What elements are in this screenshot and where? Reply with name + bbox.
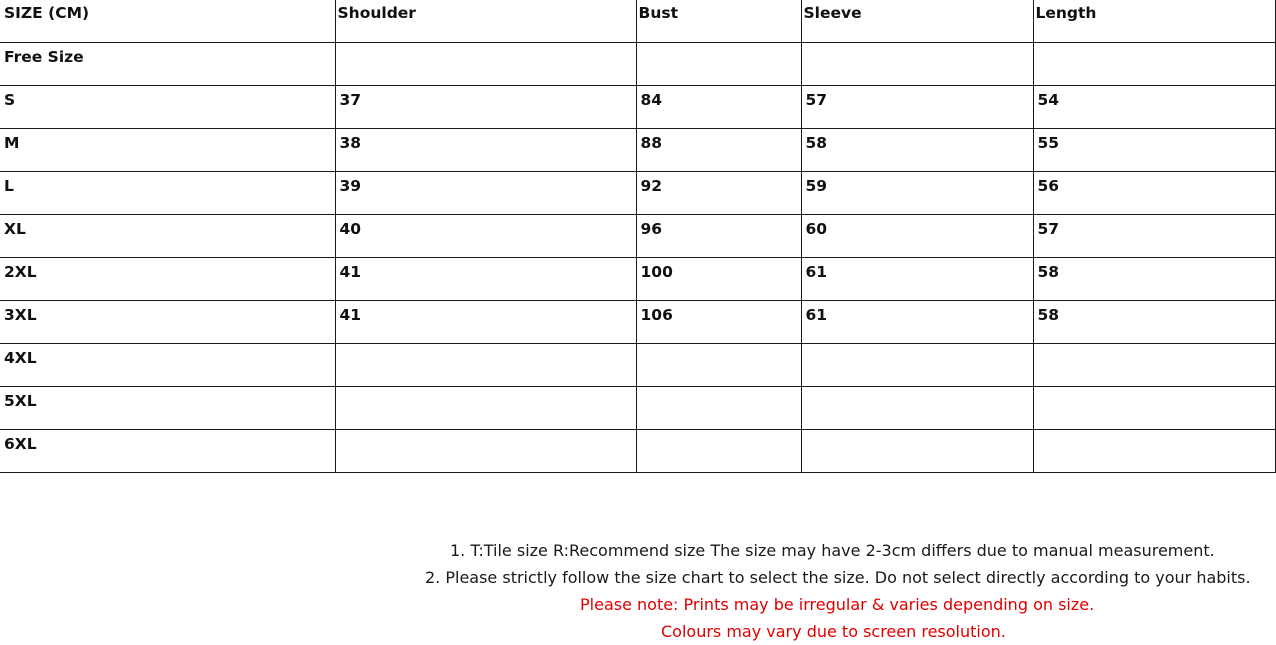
cell-size: [0, 301, 335, 344]
cell-sleeve: [801, 301, 1033, 344]
cell-text: Length: [1035, 4, 1097, 22]
cell-text: 106: [640, 306, 673, 324]
cell-text: [1034, 430, 1275, 435]
cell-text: 57: [805, 91, 828, 109]
cell-size: [0, 172, 335, 215]
cell-text: Shoulder: [337, 4, 416, 22]
table-header-row: [0, 0, 1275, 43]
cell-text: [802, 430, 1033, 435]
cell-text: [1034, 43, 1275, 48]
cell-text: 56: [1037, 177, 1060, 195]
cell-size: [0, 344, 335, 387]
cell-text: M: [4, 134, 20, 152]
cell-size: [0, 43, 335, 86]
cell-text: [336, 430, 636, 435]
cell-text: 5XL: [4, 392, 37, 410]
cell-text: Sleeve: [803, 4, 862, 22]
table-row: [0, 43, 1275, 86]
cell-sleeve: [801, 344, 1033, 387]
cell-bust: [636, 387, 801, 430]
cell-text: 88: [640, 134, 663, 152]
cell-text: 96: [640, 220, 663, 238]
cell-bust: [636, 301, 801, 344]
cell-bust: [636, 344, 801, 387]
cell-text: 2XL: [4, 263, 37, 281]
cell-shoulder: [335, 43, 636, 86]
cell-length: [1033, 172, 1275, 215]
cell-text: L: [4, 177, 14, 195]
cell-bust: [636, 129, 801, 172]
table-row: [0, 215, 1275, 258]
cell-text: 38: [339, 134, 362, 152]
cell-sleeve: [801, 129, 1033, 172]
cell-sleeve: [801, 430, 1033, 473]
cell-length: [1033, 344, 1275, 387]
cell-text: 58: [1037, 306, 1060, 324]
cell-text: 84: [640, 91, 663, 109]
header-cell-size: [0, 0, 335, 43]
cell-text: 55: [1037, 134, 1060, 152]
cell-text: [802, 387, 1033, 392]
table-row: [0, 430, 1275, 473]
header-cell-shoulder: [335, 0, 636, 43]
cell-bust: [636, 43, 801, 86]
cell-text: 92: [640, 177, 663, 195]
cell-text: 59: [805, 177, 828, 195]
cell-bust: [636, 86, 801, 129]
cell-text: [336, 344, 636, 349]
cell-text: 6XL: [4, 435, 37, 453]
cell-text: 54: [1037, 91, 1060, 109]
cell-size: [0, 387, 335, 430]
cell-sleeve: [801, 215, 1033, 258]
cell-text: 37: [339, 91, 362, 109]
cell-text: Bust: [638, 4, 678, 22]
cell-length: [1033, 430, 1275, 473]
cell-bust: [636, 172, 801, 215]
cell-length: [1033, 43, 1275, 86]
cell-length: [1033, 387, 1275, 430]
cell-size: [0, 129, 335, 172]
cell-text: 57: [1037, 220, 1060, 238]
cell-shoulder: [335, 301, 636, 344]
table-row: [0, 387, 1275, 430]
note-prints-warning: Please note: Prints may be irregular & varies depending on size.: [580, 595, 1095, 614]
cell-shoulder: [335, 172, 636, 215]
cell-text: [1034, 344, 1275, 349]
cell-text: [802, 344, 1033, 349]
cell-size: [0, 430, 335, 473]
cell-text: 58: [805, 134, 828, 152]
cell-text: [802, 43, 1033, 48]
cell-sleeve: [801, 258, 1033, 301]
cell-text: 3XL: [4, 306, 37, 324]
cell-text: [637, 387, 801, 392]
cell-text: 61: [805, 306, 828, 324]
cell-shoulder: [335, 215, 636, 258]
cell-length: [1033, 129, 1275, 172]
cell-shoulder: [335, 258, 636, 301]
cell-sleeve: [801, 172, 1033, 215]
cell-size: [0, 215, 335, 258]
table-row: [0, 344, 1275, 387]
cell-sleeve: [801, 387, 1033, 430]
cell-length: [1033, 86, 1275, 129]
cell-text: 60: [805, 220, 828, 238]
header-cell-length: [1033, 0, 1275, 43]
cell-text: 58: [1037, 263, 1060, 281]
table-row: [0, 172, 1275, 215]
cell-text: [336, 43, 636, 48]
cell-text: [637, 430, 801, 435]
cell-shoulder: [335, 387, 636, 430]
cell-shoulder: [335, 129, 636, 172]
table-row: [0, 301, 1275, 344]
header-cell-sleeve: [801, 0, 1033, 43]
cell-text: [637, 43, 801, 48]
cell-bust: [636, 215, 801, 258]
note-follow-chart: 2. Please strictly follow the size chart to select the size. Do not select directly according to your habits.: [425, 568, 1251, 587]
note-measurement: 1. T:Tile size R:Recommend size The size may have 2-3cm differs due to manual measurement.: [450, 541, 1215, 560]
cell-bust: [636, 430, 801, 473]
cell-length: [1033, 301, 1275, 344]
cell-shoulder: [335, 86, 636, 129]
cell-shoulder: [335, 430, 636, 473]
cell-text: 40: [339, 220, 362, 238]
cell-size: [0, 86, 335, 129]
cell-text: 61: [805, 263, 828, 281]
cell-bust: [636, 258, 801, 301]
cell-text: SIZE (CM): [4, 4, 90, 22]
cell-length: [1033, 258, 1275, 301]
table-row: [0, 258, 1275, 301]
cell-text: 100: [640, 263, 673, 281]
cell-text: XL: [4, 220, 26, 238]
cell-text: [637, 344, 801, 349]
cell-text: S: [4, 91, 16, 109]
note-colours-warning: Colours may vary due to screen resolution.: [661, 622, 1006, 641]
table-row: [0, 129, 1275, 172]
cell-text: 41: [339, 263, 362, 281]
cell-sleeve: [801, 43, 1033, 86]
cell-size: [0, 258, 335, 301]
cell-text: 41: [339, 306, 362, 324]
cell-text: 4XL: [4, 349, 37, 367]
cell-text: 39: [339, 177, 362, 195]
cell-sleeve: [801, 86, 1033, 129]
cell-text: [1034, 387, 1275, 392]
table-row: [0, 86, 1275, 129]
cell-text: [336, 387, 636, 392]
cell-text: Free Size: [4, 48, 84, 66]
cell-shoulder: [335, 344, 636, 387]
header-cell-bust: [636, 0, 801, 43]
cell-length: [1033, 215, 1275, 258]
